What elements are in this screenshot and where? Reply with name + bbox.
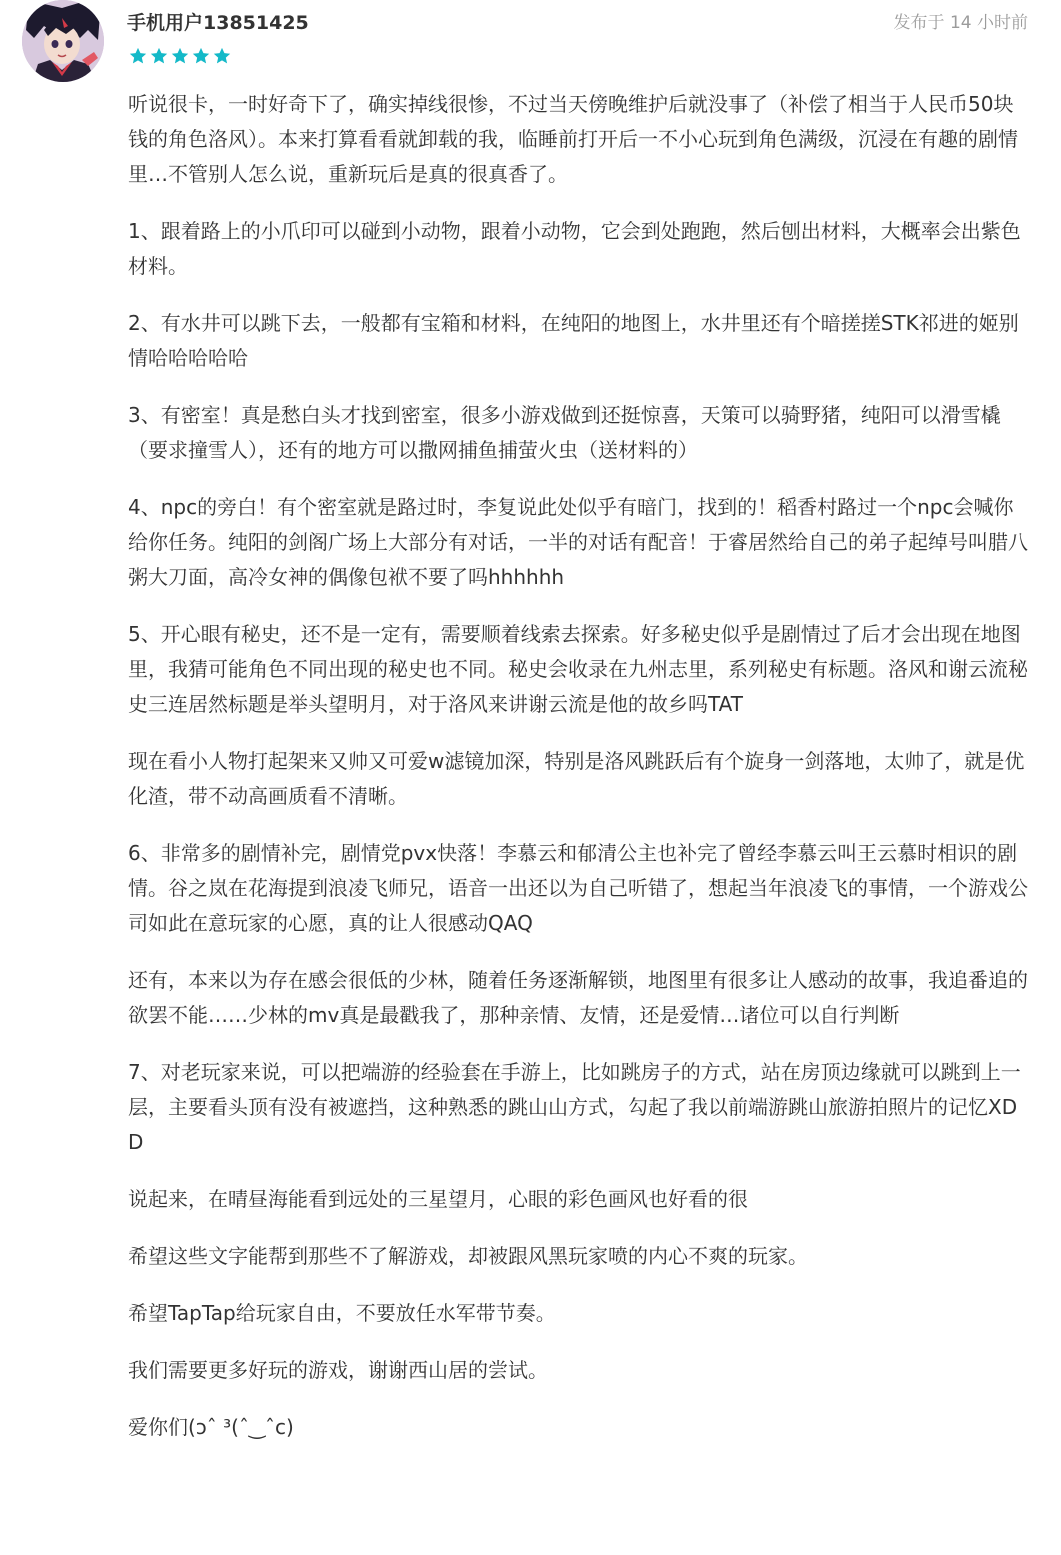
review-paragraph: 1、跟着路上的小爪印可以碰到小动物，跟着小动物，它会到处跑跑，然后刨出材料，大概率会出紫色材料。 bbox=[128, 219, 1021, 278]
user-avatar[interactable] bbox=[22, 0, 104, 82]
star-icon bbox=[128, 46, 148, 66]
review-paragraph: 我们需要更多好玩的游戏，谢谢西山居的尝试。 bbox=[128, 1358, 548, 1382]
review-paragraph: 说起来，在晴昼海能看到远处的三星望月，心眼的彩色画风也好看的很 bbox=[128, 1187, 748, 1211]
review-paragraph: 现在看小人物打起架来又帅又可爱w滤镜加深，特别是洛风跳跃后有个旋身一剑落地，太帅了，就是优化渣，带不动高画质看不清晰。 bbox=[128, 749, 1025, 808]
review-paragraph: 听说很卡，一时好奇下了，确实掉线很惨，不过当天傍晚维护后就没事了（补偿了相当于人民币50块钱的角色洛风）。本来打算看看就卸载的我，临睡前打开后一不小心玩到角色满级，沉浸在有趣的剧情里…不管别人怎么说，重新玩后是真的很真香了。 bbox=[128, 92, 1018, 186]
star-icon bbox=[149, 46, 169, 66]
review-paragraph: 4、npc的旁白！有个密室就是路过时，李复说此处似乎有暗门，找到的！稻香村路过一个npc会喊你给你任务。纯阳的剑阁广场上大部分有对话，一半的对话有配音！于睿居然给自己的弟子起绰号叫腊八粥大刀面，高冷女神的偶像包袱不要了吗hhhhhh bbox=[128, 495, 1028, 589]
star-icon bbox=[212, 46, 232, 66]
post-timestamp: 发布于 14 小时前 bbox=[893, 13, 1028, 33]
review-paragraph: 2、有水井可以跳下去，一般都有宝箱和材料，在纯阳的地图上，水井里还有个暗搓搓STK祁进的姬别情哈哈哈哈哈 bbox=[128, 311, 1019, 370]
review-paragraph: 还有，本来以为存在感会很低的少林，随着任务逐渐解锁，地图里有很多让人感动的故事，我追番追的欲罢不能……少林的mv真是最戳我了，那种亲情、友情，还是爱情…诸位可以自行判断 bbox=[128, 968, 1028, 1027]
review-paragraph: 爱你们(ↄˆ ³(ˆ‿ˆc) bbox=[128, 1415, 294, 1439]
star-icon bbox=[170, 46, 190, 66]
review-paragraph: 希望这些文字能帮到那些不了解游戏，却被跟风黑玩家喷的内心不爽的玩家。 bbox=[128, 1244, 808, 1268]
review-paragraph: 希望TapTap给玩家自由，不要放任水军带节奏。 bbox=[128, 1301, 556, 1325]
review-paragraph: 5、开心眼有秘史，还不是一定有，需要顺着线索去探索。好多秘史似乎是剧情过了后才会出现在地图里，我猜可能角色不同出现的秘史也不同。秘史会收录在九州志里，系列秘史有标题。洛风和谢云流秘史三连居然标题是举头望明月，对于洛风来讲谢云流是他的故乡吗TAT bbox=[128, 622, 1028, 716]
avatar-illustration bbox=[22, 0, 104, 82]
review-paragraph: 7、对老玩家来说，可以把端游的经验套在手游上，比如跳房子的方式，站在房顶边缘就可以跳到上一层，主要看头顶有没有被遮挡，这种熟悉的跳山山方式，勾起了我以前端游跳山旅游拍照片的记忆XDD bbox=[128, 1060, 1021, 1154]
review-paragraph: 3、有密室！真是愁白头才找到密室，很多小游戏做到还挺惊喜，天策可以骑野猪，纯阳可以滑雪橇（要求撞雪人），还有的地方可以撒网捕鱼捕萤火虫（送材料的） bbox=[128, 403, 1001, 462]
review-paragraph: 6、非常多的剧情补完，剧情党pvx快落！李慕云和郁清公主也补完了曾经李慕云叫王云慕时相识的剧情。谷之岚在花海提到浪凌飞师兄，语音一出还以为自己听错了，想起当年浪凌飞的事情，一个游戏公司如此在意玩家的心愿，真的让人很感动QAQ bbox=[128, 841, 1028, 935]
star-icon bbox=[191, 46, 211, 66]
star-rating bbox=[128, 46, 232, 66]
username[interactable]: 手机用户13851425 bbox=[127, 12, 309, 34]
review-body bbox=[128, 87, 1028, 1467]
